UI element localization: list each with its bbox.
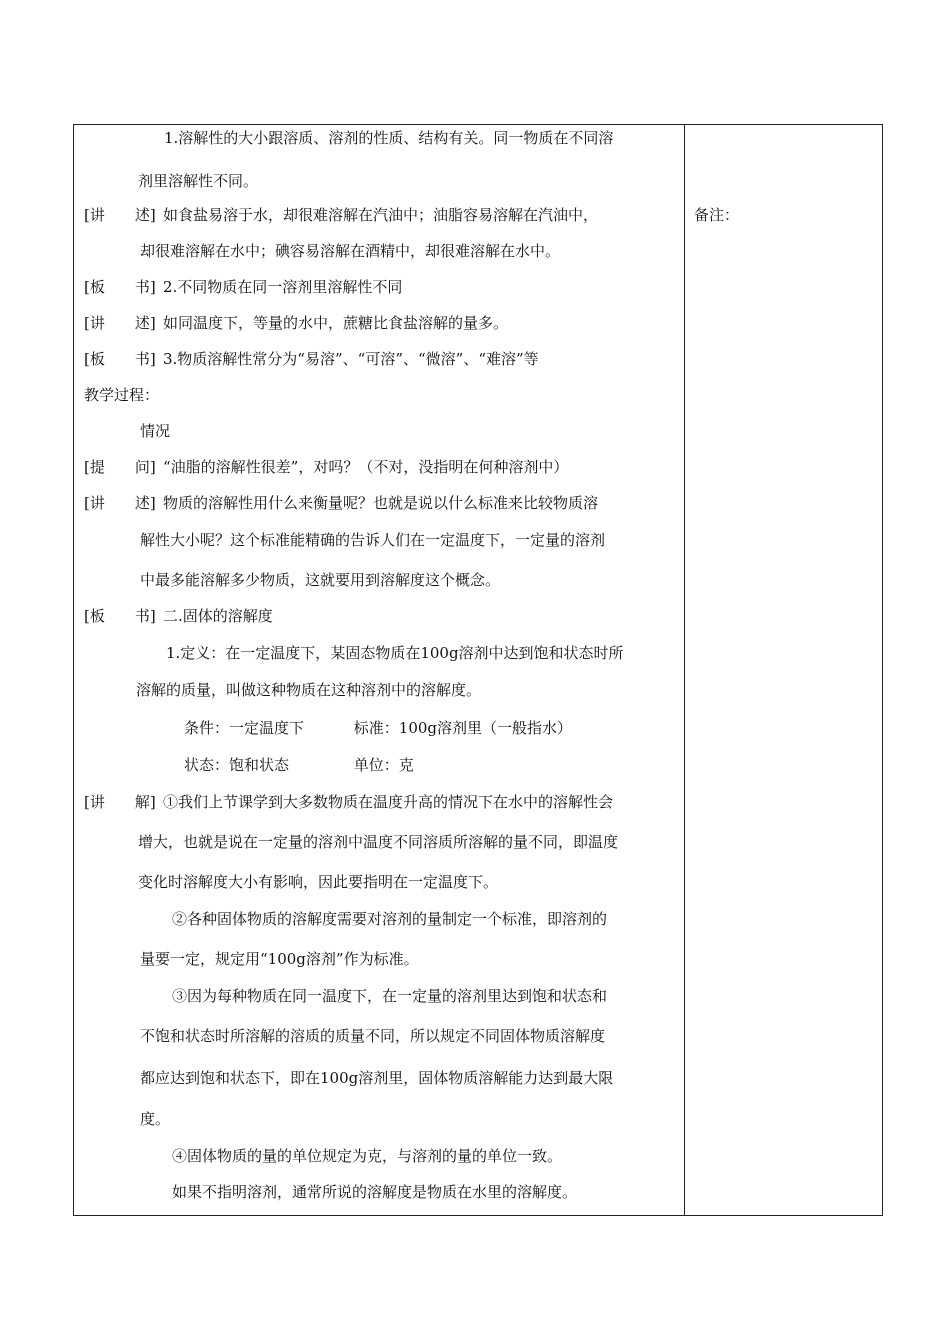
content-line: 3.物质溶解性常分为“易溶”、“可溶”、“微溶”、“难溶”等: [163, 350, 539, 368]
line-tag: [板 书]: [84, 607, 156, 625]
content-line: 情况: [140, 422, 171, 440]
content-line: 剂里溶解性不同。: [138, 172, 259, 190]
line-tag: [板 书]: [84, 350, 156, 368]
content-line: 1.溶解性的大小跟溶质、溶剂的性质、结构有关。同一物质在不同溶: [164, 129, 614, 147]
content-line: ④固体物质的量的单位规定为克，与溶剂的量的单位一致。: [172, 1147, 563, 1165]
content-line: 1.定义：在一定温度下，某固态物质在100g溶剂中达到饱和状态时所: [166, 644, 624, 662]
content-line: 状态：饱和状态 单位：克: [184, 756, 414, 774]
content-line: 量要一定，规定用“100g溶剂”作为标准。: [140, 950, 419, 968]
content-line: 如食盐易溶于水，却很难溶解在汽油中；油脂容易溶解在汽油中，: [163, 206, 599, 224]
content-line: ③因为每种物质在同一温度下，在一定量的溶剂里达到饱和状态和: [172, 987, 608, 1005]
content-line: 如同温度下，等量的水中，蔗糖比食盐溶解的量多。: [163, 314, 509, 332]
line-tag: [板 书]: [84, 278, 156, 296]
content-line: ①我们上节课学到大多数物质在温度升高的情况下在水中的溶解性会: [163, 793, 614, 811]
content-line: 溶解的质量，叫做这种物质在这种溶剂中的溶解度。: [136, 681, 482, 699]
line-tag: [讲 述]: [84, 494, 156, 512]
content-line: 二.固体的溶解度: [163, 607, 273, 625]
note-label: 备注：: [694, 206, 740, 224]
content-line: 条件：一定温度下 标准：100g溶剂里（一般指水）: [184, 719, 573, 737]
line-tag: [讲 述]: [84, 206, 156, 224]
line-tag: [讲 述]: [84, 314, 156, 332]
content-line: “油脂的溶解性很差”，对吗？（不对，没指明在何种溶剂中）: [163, 458, 569, 476]
content-line: 都应达到饱和状态下，即在100g溶剂里，固体物质溶解能力达到最大限: [140, 1069, 614, 1087]
line-tag: [讲 解]: [84, 793, 156, 811]
content-line: 2.不同物质在同一溶剂里溶解性不同: [163, 278, 403, 296]
content-line: 教学过程：: [84, 386, 160, 404]
content-line: 却很难溶解在水中；碘容易溶解在酒精中，却很难溶解在水中。: [140, 242, 561, 260]
content-line: 度。: [140, 1110, 171, 1128]
content-line: 不饱和状态时所溶解的溶质的质量不同，所以规定不同固体物质溶解度: [140, 1027, 606, 1045]
content-line: 增大，也就是说在一定量的溶剂中温度不同溶质所溶解的量不同，即温度: [138, 833, 619, 851]
content-line: 中最多能溶解多少物质，这就要用到溶解度这个概念。: [140, 571, 501, 589]
column-divider: [684, 124, 685, 1216]
content-line: 解性大小呢？这个标准能精确的告诉人们在一定温度下，一定量的溶剂: [140, 531, 606, 549]
content-line: 物质的溶解性用什么来衡量呢？也就是说以什么标准来比较物质溶: [163, 494, 599, 512]
content-line: 如果不指明溶剂，通常所说的溶解度是物质在水里的溶解度。: [172, 1183, 578, 1201]
content-line: ②各种固体物质的溶解度需要对溶剂的量制定一个标准，即溶剂的: [172, 910, 608, 928]
content-line: 变化时溶解度大小有影响，因此要指明在一定温度下。: [138, 873, 499, 891]
line-tag: [提 问]: [84, 458, 156, 476]
